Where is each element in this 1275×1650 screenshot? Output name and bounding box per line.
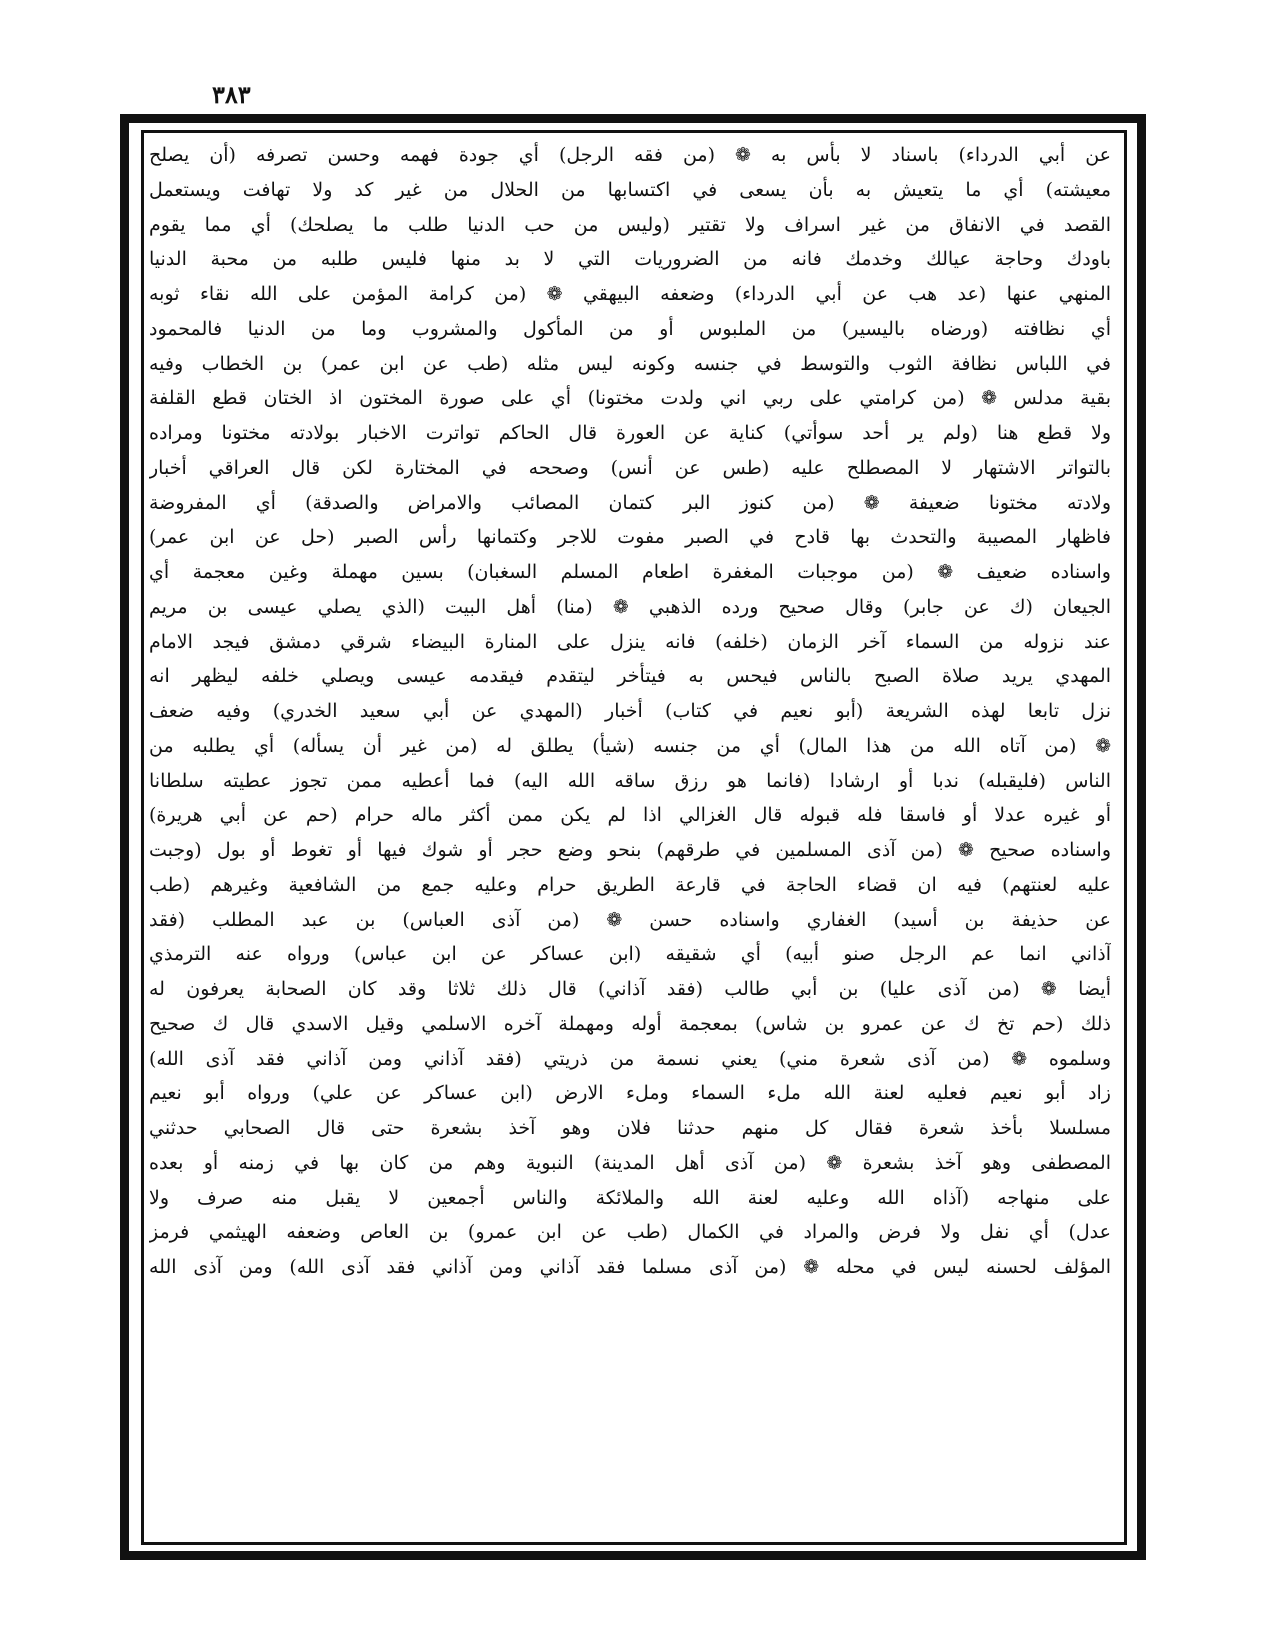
text-line: القصد في الانفاق من غير اسراف ولا تقتير (وليس من حب الدنيا طلب ما يصلحك) أي مما يقوم: [149, 213, 1111, 236]
text-line: عن حذيفة بن أسيد) الغفاري واسناده حسن ❁ (من آذى العباس) بن عبد المطلب (فقد: [149, 908, 1111, 931]
text-line: الناس (فليقبله) ندبا أو ارشادا (فانما هو رزق ساقه الله اليه) فما أعطيه ممن تجوز عطيته سلطانا: [149, 769, 1111, 792]
text-line: عدل) أي نفل ولا فرض والمراد في الكمال (طب عن ابن عمرو) بن العاص وضعفه الهيثمي فرمز: [149, 1221, 1111, 1244]
text-line: باودك وحاجة عيالك وخدمك فانه من الضروريات التي لا بد منها فليس طلبه من محبة الدنيا: [149, 248, 1111, 271]
text-line: واسناده صحيح ❁ (من آذى المسلمين في طرقهم) بنحو وضع حجر أو شوك فيها أو تغوط أو بول (وجبت: [149, 839, 1111, 861]
text-line: مسلسلا بأخذ شعرة فقال كل منهم حدثنا فلان وهو آخذ بشعرة حتى قال الصحابي حدثني: [149, 1117, 1111, 1139]
text-line: عن أبي الدرداء) باسناد لا بأس به ❁ (من فقه الرجل) أي جودة فهمه وحسن تصرفه (أن يصلح: [149, 144, 1111, 166]
commentary-text-block: [149, 138, 1111, 1528]
text-line: نزل تابعا لهذه الشريعة (أبو نعيم في كتاب) أخبار (المهدي عن أبي سعيد الخدري) وفيه ضعف: [149, 700, 1111, 722]
text-line: ولادته مختونا ضعيفة ❁ (من كنوز البر كتمان المصائب والامراض والصدقة) أي المفروضة: [149, 491, 1111, 514]
text-line: آذاني انما عم الرجل صنو أبيه) أي شقيقه (ابن عساكر عن ابن عباس) ورواه عنه الترمذي: [149, 943, 1111, 966]
text-line: عند نزوله من السماء آخر الزمان (خلفه) فانه ينزل على المنارة البيضاء شرقي دمشق فيجد الامام: [149, 630, 1111, 653]
text-line: ❁ (من آتاه الله من هذا المال) أي من جنسه (شيأ) يطلق له (من غير أن يسأله) أي يطلبه من: [149, 734, 1111, 757]
text-line: واسناده ضعيف ❁ (من موجبات المغفرة اطعام المسلم السغبان) بسين مهملة وغين معجمة أي: [149, 561, 1111, 583]
text-line: الجيعان (ك عن جابر) وقال صحيح ورده الذهبي ❁ (منا) أهل البيت (الذي يصلي عيسى بن مريم: [149, 595, 1111, 618]
text-line: معيشته) أي ما يتعيش به بأن يسعى في اكتسابها من الحلال من غير كد ولا تهافت ويستعمل: [149, 178, 1111, 201]
text-line: بقية مدلس ❁ (من كرامتي على ربي اني ولدت مختونا) أي على صورة المختون اذ الختان قطع القلفة: [149, 387, 1111, 410]
text-line: المهدي يريد صلاة الصبح بالناس فيحس به فيتأخر ليتقدم فيقدمه عيسى ويصلي خلفه ليظهر انه: [149, 665, 1111, 688]
text-line: أيضا ❁ (من آذى عليا) بن أبي طالب (فقد آذاني) قال ذلك ثلاثا وقد كان الصحابة يعرفون له: [149, 978, 1111, 1000]
text-line: ذلك (حم تخ ك عن عمرو بن شاس) بمعجمة أوله ومهملة آخره الاسلمي وقيل الاسدي قال ك صحيح: [149, 1012, 1111, 1035]
text-line: على منهاجه (آذاه الله وعليه لعنة الله والملائكة والناس أجمعين لا يقبل منه صرف ولا: [149, 1186, 1111, 1209]
text-line: بالتواتر الاشتهار لا المصطلح عليه (طس عن أنس) وصححه في المختارة لكن قال العراقي أخبار: [149, 456, 1111, 479]
text-line: في اللباس نظافة الثوب والتوسط في جنسه وكونه ليس مثله (طب عن ابن عمر) بن الخطاب وفيه: [149, 352, 1111, 375]
text-line: فاظهار المصيبة والتحدث بها قادح في الصبر مفوت للاجر وكتمانها رأس الصبر (حل عن ابن عمر): [149, 526, 1111, 549]
text-line: المصطفى وهو آخذ بشعرة ❁ (من آذى أهل المدينة) النبوية وهم من كان بها في زمنه أو بعده: [149, 1151, 1111, 1174]
text-line: المنهي عنها (عد هب عن أبي الدرداء) وضعفه البيهقي ❁ (من كرامة المؤمن على الله نقاء ثوبه: [149, 283, 1111, 305]
text-line: أي نظافته (ورضاه باليسير) من الملبوس أو من المأكول والمشروب وما من الدنيا فالمحمود: [149, 317, 1111, 340]
text-line: زاد أبو نعيم فعليه لعنة الله ملء السماء وملء الارض (ابن عساكر عن علي) ورواه أبو نعيم: [149, 1082, 1111, 1105]
text-line: وسلموه ❁ (من آذى شعرة مني) يعني نسمة من ذريتي (فقد آذاني ومن آذاني فقد آذى الله): [149, 1047, 1111, 1070]
text-line: عليه لعنتهم) فيه ان قضاء الحاجة في قارعة الطريق حرام وعليه جمع من الشافعية وغيرهم (طب: [149, 873, 1111, 896]
page-number: ٣٨٣: [212, 80, 251, 109]
text-line: المؤلف لحسنه ليس في محله ❁ (من آذى مسلما فقد آذاني ومن آذاني فقد آذى الله) ومن آذى الله: [149, 1256, 1111, 1278]
text-line: أو غيره عدلا أو فاسقا فله قبوله قال الغزالي اذا لم يكن ممن أكثر ماله حرام (حم عن أبي هريرة): [149, 804, 1111, 827]
text-line: ولا قطع هنا (ولم ير أحد سوأتي) كناية عن العورة قال الحاكم تواترت الاخبار بولادته مختونا ومراده: [149, 422, 1111, 444]
